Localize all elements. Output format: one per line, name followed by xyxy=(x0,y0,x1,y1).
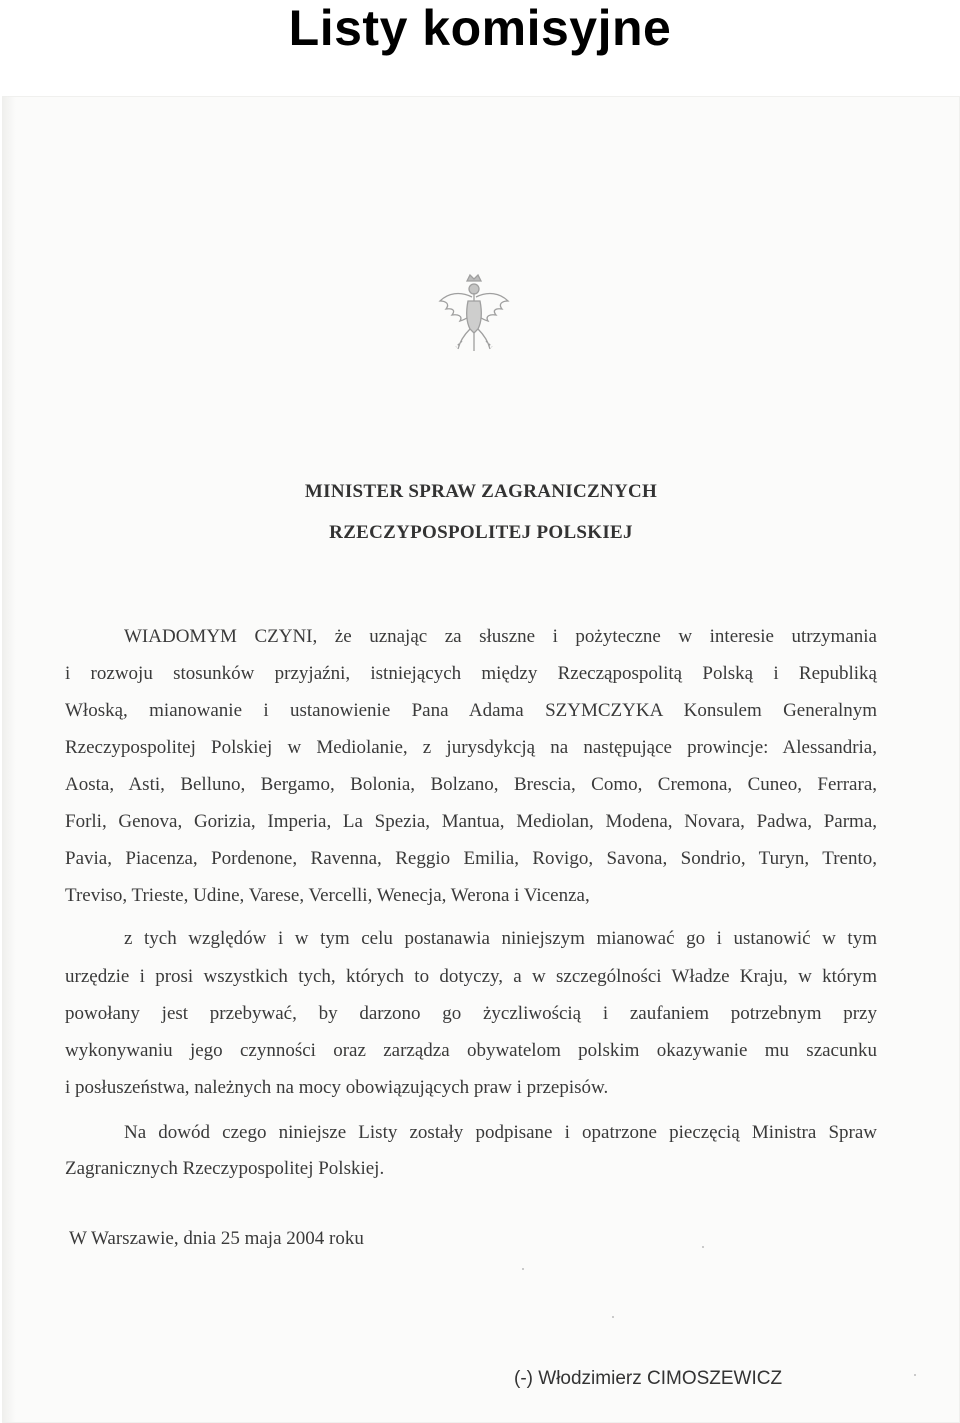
signature-line: (-) Włodzimierz CIMOSZEWICZ xyxy=(514,1368,783,1389)
paragraph-line: Na dowód czego niniejsze Listy zostały podpisane i opatrzone pieczęcią Ministra Spraw xyxy=(124,1122,877,1143)
paragraph-line: Włoską, mianowanie i ustanowienie Pana Adama SZYMCZYKA Konsulem Generalnym xyxy=(65,700,877,721)
paragraph-line: Rzeczypospolitej Polskiej w Mediolanie, z jurysdykcją na następujące prowincje: Alessandria, xyxy=(65,737,877,758)
paragraph-line: Pavia, Piacenza, Pordenone, Ravenna, Reggio Emilia, Rovigo, Savona, Sondrio, Turyn, Trento, xyxy=(65,848,877,869)
paragraph-line: powołany jest przebywać, by darzono go życzliwością i zaufaniem potrzebnym przy xyxy=(65,1003,877,1024)
scan-speck xyxy=(612,1316,614,1318)
paragraph-line: Zagranicznych Rzeczypospolitej Polskiej. xyxy=(65,1158,385,1179)
paragraph-line: Aosta, Asti, Belluno, Bergamo, Bolonia, Bolzano, Brescia, Como, Cremona, Cuneo, Ferrara, xyxy=(65,774,877,795)
paragraph-line: WIADOMYM CZYNI, że uznając za słuszne i pożyteczne w interesie utrzymania xyxy=(124,626,877,647)
letter-header-line-1: MINISTER SPRAW ZAGRANICZNYCH xyxy=(304,481,658,502)
letter-header-line-2: RZECZYPOSPOLITEJ POLSKIEJ xyxy=(329,522,633,543)
scanned-letter xyxy=(2,96,960,1423)
paragraph-line: wykonywaniu jego czynności oraz zarządza obywatelom polskim okazywanie mu szacunku xyxy=(65,1040,877,1061)
paragraph-line: Forli, Genova, Gorizia, Imperia, La Spezia, Mantua, Mediolan, Modena, Novara, Padwa, Parma, xyxy=(65,811,877,832)
paragraph-line: urzędzie i prosi wszystkich tych, których to dotyczy, a w szczególności Władze Kraju, w którym xyxy=(65,966,877,987)
paragraph-line: i rozwoju stosunków przyjaźni, istniejących między Rzecząpospolitą Polską i Republiką xyxy=(65,663,877,684)
polish-eagle-emblem-icon xyxy=(436,271,512,355)
scan-speck xyxy=(914,1374,916,1376)
paragraph-line: i posłuszeństwa, należnych na mocy obowiązujących praw i przepisów. xyxy=(65,1077,609,1098)
paragraph-line: Treviso, Trieste, Udine, Varese, Vercelli, Wenecja, Werona i Vicenza, xyxy=(65,885,590,906)
paragraph-line: z tych względów i w tym celu postanawia niniejszym mianować go i ustanowić w tym xyxy=(124,928,877,949)
slide-title: Listy komisyjne xyxy=(288,0,672,56)
scan-speck xyxy=(702,1246,704,1248)
scan-speck xyxy=(522,1268,524,1270)
place-and-date: W Warszawie, dnia 25 maja 2004 roku xyxy=(69,1228,364,1249)
